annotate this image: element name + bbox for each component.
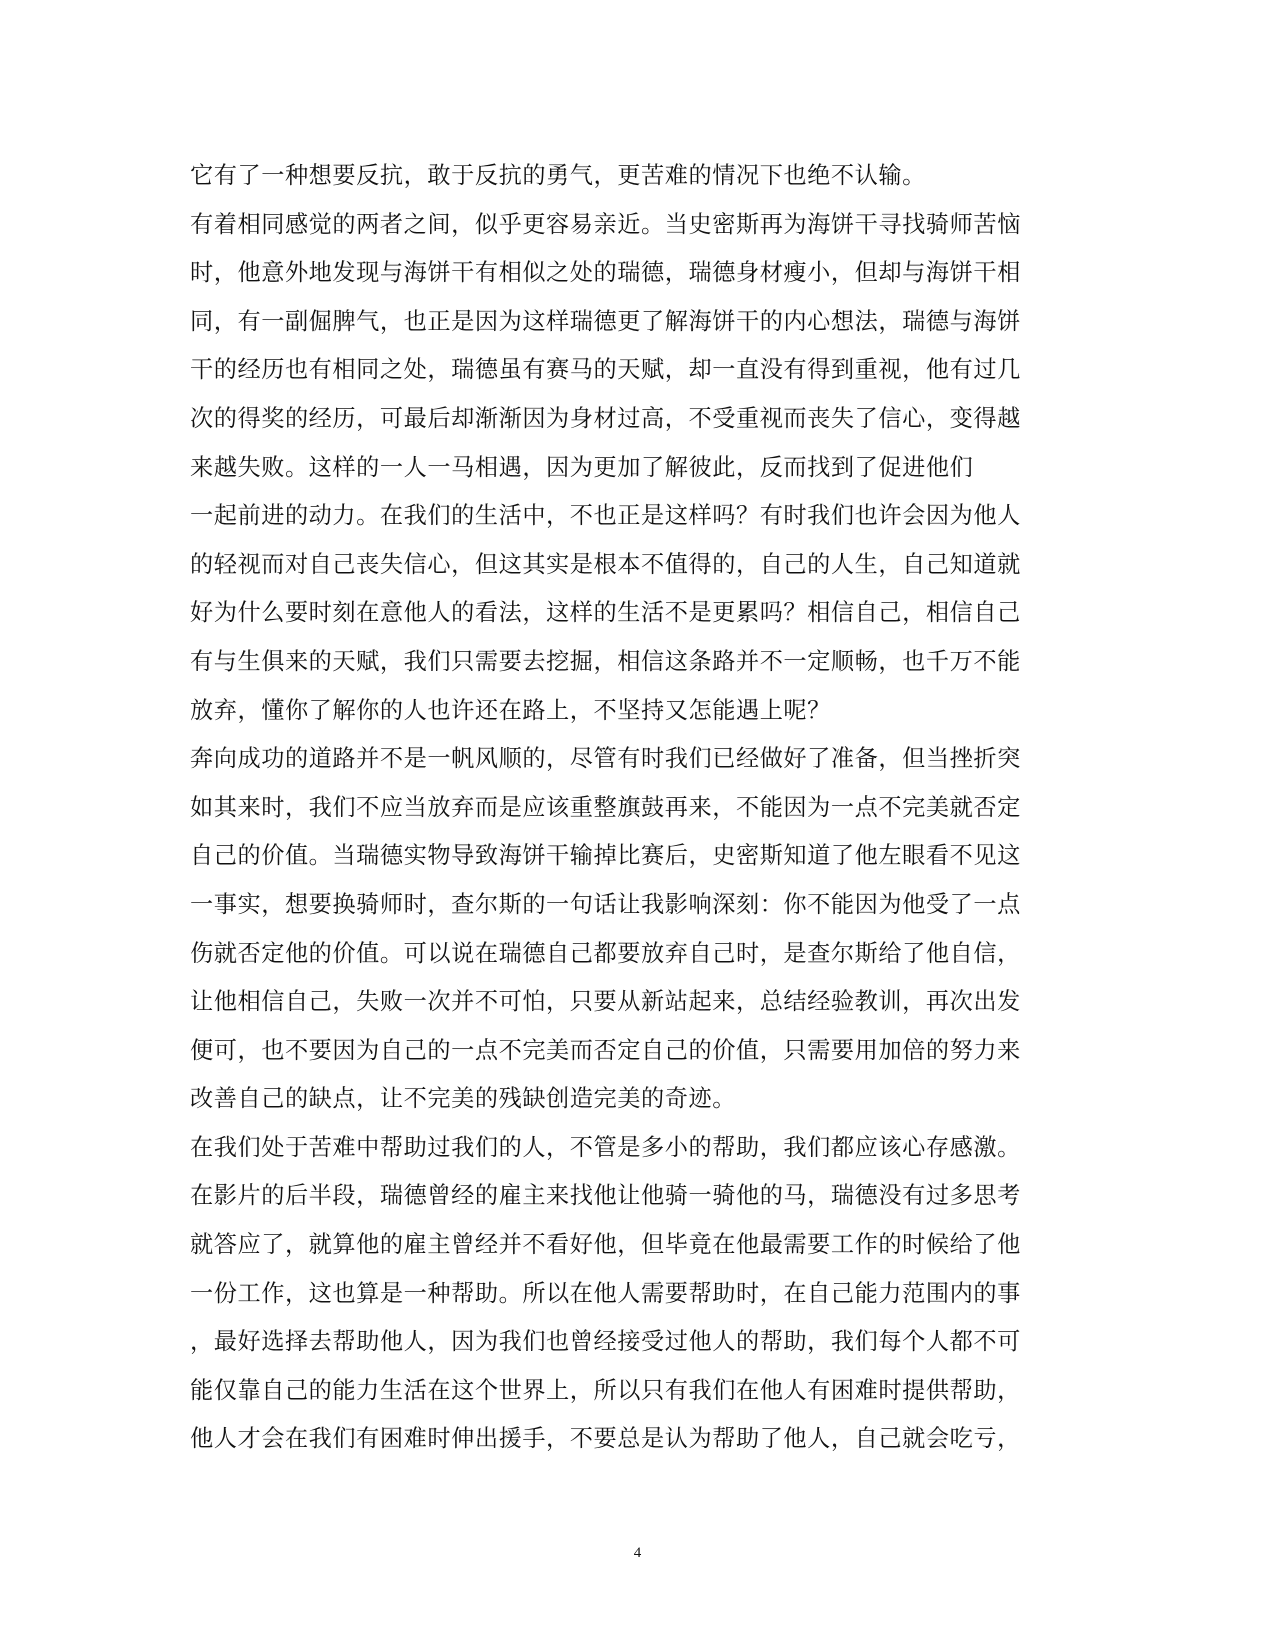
text-line: 有着相同感觉的两者之间，似乎更容易亲近。当史密斯再为海饼干寻找骑师苦恼 xyxy=(190,210,1021,238)
text-line: 自己的价值。当瑞德实物导致海饼干输掉比赛后，史密斯知道了他左眼看不见这 xyxy=(190,842,1021,870)
text-line: 它有了一种想要反抗，敢于反抗的勇气，更苦难的情况下也绝不认输。 xyxy=(190,162,926,189)
text-line: 同，有一副倔脾气，也正是因为这样瑞德更了解海饼干的内心想法，瑞德与海饼 xyxy=(190,307,1021,335)
text-line: ，最好选择去帮助他人，因为我们也曾经接受过他人的帮助，我们每个人都不可 xyxy=(190,1328,1021,1356)
text-line: 的轻视而对自己丧失信心，但这其实是根本不值得的，自己的人生，自己知道就 xyxy=(190,550,1021,578)
text-line: 来越失败。这样的一人一马相遇，因为更加了解彼此，反而找到了促进他们 xyxy=(190,453,974,481)
text-line: 一起前进的动力。在我们的生活中，不也正是这样吗？有时我们也许会因为他人 xyxy=(190,502,1021,530)
text-line: 便可，也不要因为自己的一点不完美而否定自己的价值，只需要用加倍的努力来 xyxy=(190,1036,1021,1064)
text-line: 在我们处于苦难中帮助过我们的人，不管是多小的帮助，我们都应该心存感激。 xyxy=(190,1133,1021,1161)
text-line: 奔向成功的道路并不是一帆风顺的，尽管有时我们已经做好了准备，但当挫折突 xyxy=(190,745,1021,773)
text-line: 一份工作，这也算是一种帮助。所以在他人需要帮助时，在自己能力范围内的事 xyxy=(190,1279,1021,1307)
text-line: 一事实，想要换骑师时，查尔斯的一句话让我影响深刻：你不能因为他受了一点 xyxy=(190,890,1021,918)
text-line: 有与生俱来的天赋，我们只需要去挖掘，相信这条路并不一定顺畅，也千万不能 xyxy=(190,647,1021,675)
text-line: 在影片的后半段，瑞德曾经的雇主来找他让他骑一骑他的马，瑞德没有过多思考 xyxy=(190,1182,1021,1210)
text-line: 伤就否定他的价值。可以说在瑞德自己都要放弃自己时，是查尔斯给了他自信， xyxy=(190,939,1021,967)
text-line: 放弃，懂你了解你的人也许还在路上，不坚持又怎能遇上呢？ xyxy=(190,696,831,724)
text-line: 好为什么要时刻在意他人的看法，这样的生活不是更累吗？相信自己，相信自己 xyxy=(190,599,1021,627)
body-text xyxy=(190,152,1070,1464)
text-line: 能仅靠自己的能力生活在这个世界上，所以只有我们在他人有困难时提供帮助， xyxy=(190,1376,1021,1404)
text-line: 就答应了，就算他的雇主曾经并不看好他，但毕竟在他最需要工作的时候给了他 xyxy=(190,1231,1021,1259)
text-line: 让他相信自己，失败一次并不可怕，只要从新站起来，总结经验教训，再次出发 xyxy=(190,988,1021,1016)
text-line: 时，他意外地发现与海饼干有相似之处的瑞德，瑞德身材瘦小，但却与海饼干相 xyxy=(190,259,1021,287)
text-line: 干的经历也有相同之处，瑞德虽有赛马的天赋，却一直没有得到重视，他有过几 xyxy=(190,356,1021,384)
text-line: 次的得奖的经历，可最后却渐渐因为身材过高，不受重视而丧失了信心，变得越 xyxy=(190,404,1021,432)
text-line: 如其来时，我们不应当放弃而是应该重整旗鼓再来，不能因为一点不完美就否定 xyxy=(190,793,1021,821)
text-line: 他人才会在我们有困难时伸出援手，不要总是认为帮助了他人，自己就会吃亏， xyxy=(190,1425,1021,1453)
page-number: 4 xyxy=(633,1545,642,1561)
text-line: 改善自己的缺点，让不完美的残缺创造完美的奇迹。 xyxy=(190,1085,736,1113)
